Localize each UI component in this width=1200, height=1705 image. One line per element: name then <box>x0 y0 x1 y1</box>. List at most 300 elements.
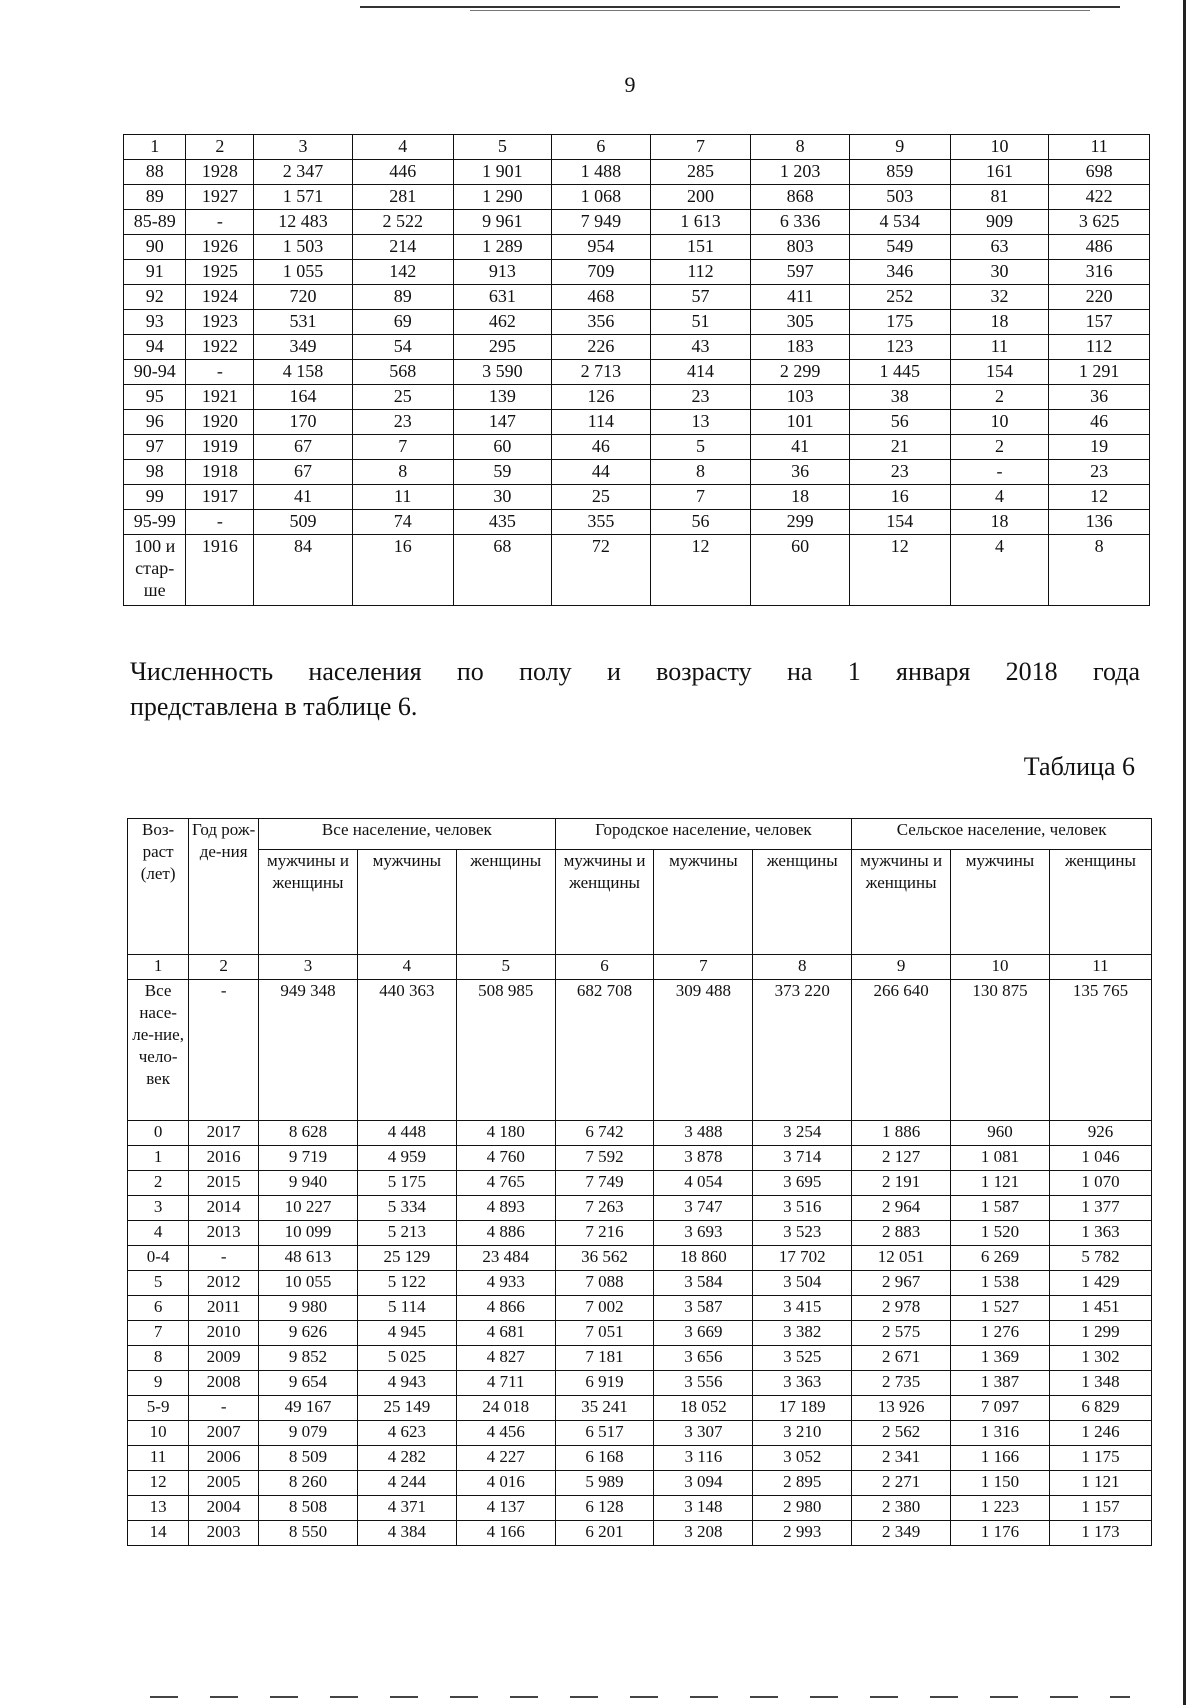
table-cell: 7 <box>128 1321 189 1346</box>
table-cell: 54 <box>352 335 453 360</box>
table-cell: 4 959 <box>357 1146 456 1171</box>
table-cell: 2 883 <box>852 1221 951 1246</box>
table-cell: 4 <box>357 955 456 980</box>
table-cell: 5 <box>650 435 751 460</box>
table-row <box>124 285 1150 310</box>
table-cell: 509 <box>254 510 353 535</box>
table-cell: 3 625 <box>1049 210 1150 235</box>
table-cell: 12 483 <box>254 210 353 235</box>
table-cell: 19 <box>1049 435 1150 460</box>
table-cell: 3 747 <box>654 1196 753 1221</box>
table-cell: 435 <box>453 510 552 535</box>
table-cell: 56 <box>849 410 950 435</box>
table-cell: 1 <box>128 1146 189 1171</box>
table-cell: 1 223 <box>951 1496 1050 1521</box>
table-cell: 2015 <box>189 1171 259 1196</box>
table-cell: 95-99 <box>124 510 186 535</box>
table-cell: 3 525 <box>753 1346 852 1371</box>
table-cell: 1 488 <box>552 160 651 185</box>
table-cell: 72 <box>552 535 651 606</box>
table-cell: 4 371 <box>357 1496 456 1521</box>
table-cell: 9 940 <box>259 1171 358 1196</box>
table-cell: 226 <box>552 335 651 360</box>
table-cell: 94 <box>124 335 186 360</box>
table-cell: 8 <box>352 460 453 485</box>
table-cell: 12 <box>650 535 751 606</box>
table-cell: 295 <box>453 335 552 360</box>
table-cell: 3 148 <box>654 1496 753 1521</box>
table-cell: 3 415 <box>753 1296 852 1321</box>
table-cell: 5 334 <box>357 1196 456 1221</box>
header-all-men: мужчины <box>357 850 456 955</box>
table-cell: 23 <box>1049 460 1150 485</box>
table-cell: 101 <box>751 410 850 435</box>
table-cell: 2013 <box>189 1221 259 1246</box>
table-cell: 1 527 <box>951 1296 1050 1321</box>
header-urban-women: женщины <box>753 850 852 955</box>
scan-edge-right <box>1183 0 1186 1705</box>
table-cell: 549 <box>849 235 950 260</box>
table-row <box>124 435 1150 460</box>
table-cell: 4 137 <box>456 1496 555 1521</box>
table-row <box>124 235 1150 260</box>
table-cell: 1916 <box>186 535 254 606</box>
table-cell: 183 <box>751 335 850 360</box>
table-cell: 2 <box>189 955 259 980</box>
table-cell: 2 299 <box>751 360 850 385</box>
table-cell: 43 <box>650 335 751 360</box>
table-cell: 1 046 <box>1049 1146 1151 1171</box>
table-cell: 2 522 <box>352 210 453 235</box>
table-cell: 913 <box>453 260 552 285</box>
table-cell: 299 <box>751 510 850 535</box>
table-cell: 69 <box>352 310 453 335</box>
table-cell: 7 088 <box>555 1271 654 1296</box>
table-row <box>128 1121 1152 1146</box>
table-cell: 1 445 <box>849 360 950 385</box>
table-cell: 2 380 <box>852 1496 951 1521</box>
table-cell: 41 <box>254 485 353 510</box>
table-cell: 97 <box>124 435 186 460</box>
table-cell: 4 <box>950 485 1049 510</box>
table-cell: 4 681 <box>456 1321 555 1346</box>
table-cell: 6 <box>128 1296 189 1321</box>
table-cell: 422 <box>1049 185 1150 210</box>
table-cell: 2 347 <box>254 160 353 185</box>
table-cell: 2016 <box>189 1146 259 1171</box>
table-row <box>124 160 1150 185</box>
table-cell: 114 <box>552 410 651 435</box>
table-cell: 88 <box>124 160 186 185</box>
table-cell: 5 025 <box>357 1346 456 1371</box>
table-cell: 7 216 <box>555 1221 654 1246</box>
table-cell: 6 128 <box>555 1496 654 1521</box>
table-cell: 960 <box>951 1121 1050 1146</box>
table-cell: 3 693 <box>654 1221 753 1246</box>
table-cell: 90 <box>124 235 186 260</box>
table-cell: 597 <box>751 260 850 285</box>
table-cell: 1 176 <box>951 1521 1050 1546</box>
table-cell: 23 484 <box>456 1246 555 1271</box>
table-cell: 1 166 <box>951 1446 1050 1471</box>
table-cell: - <box>189 1396 259 1421</box>
table-cell: 16 <box>849 485 950 510</box>
table-cell: 81 <box>950 185 1049 210</box>
table-cell: 13 926 <box>852 1396 951 1421</box>
table-cell: 462 <box>453 310 552 335</box>
table-cell: 8 509 <box>259 1446 358 1471</box>
table-cell: 5 <box>456 955 555 980</box>
table-cell: 2 993 <box>753 1521 852 1546</box>
table-cell: 112 <box>650 260 751 285</box>
table-cell: 2 271 <box>852 1471 951 1496</box>
table-row <box>128 1346 1152 1371</box>
table-cell: 200 <box>650 185 751 210</box>
table-cell: 0-4 <box>128 1246 189 1271</box>
table-cell: 123 <box>849 335 950 360</box>
table-cell: 2 191 <box>852 1171 951 1196</box>
table-row <box>128 1471 1152 1496</box>
table-cell: 92 <box>124 285 186 310</box>
table-cell: 6 <box>552 135 651 160</box>
table-cell: 1 070 <box>1049 1171 1151 1196</box>
table-cell: 7 592 <box>555 1146 654 1171</box>
table-cell: 25 <box>552 485 651 510</box>
table-cell: 468 <box>552 285 651 310</box>
table-row <box>124 535 1150 606</box>
table-cell: 926 <box>1049 1121 1151 1146</box>
table-cell: 2 978 <box>852 1296 951 1321</box>
table-cell: 4 <box>950 535 1049 606</box>
table-cell: 4 244 <box>357 1471 456 1496</box>
table-cell: 9 <box>852 955 951 980</box>
table-cell: 1 157 <box>1049 1496 1151 1521</box>
table-cell: 2 964 <box>852 1196 951 1221</box>
table-cell: 446 <box>352 160 453 185</box>
table-cell: 631 <box>453 285 552 310</box>
table-cell: 95 <box>124 385 186 410</box>
table-5-continuation <box>123 134 1150 606</box>
table-row <box>128 1196 1152 1221</box>
table-row <box>124 335 1150 360</box>
table-cell: 3 052 <box>753 1446 852 1471</box>
table-cell: 7 097 <box>951 1396 1050 1421</box>
header-rural-population: Сельское население, человек <box>852 819 1152 850</box>
table-cell: 38 <box>849 385 950 410</box>
table-row <box>128 1146 1152 1171</box>
table-cell: 147 <box>453 410 552 435</box>
table-cell: 89 <box>352 285 453 310</box>
table-cell: 23 <box>352 410 453 435</box>
table-cell: - <box>950 460 1049 485</box>
table-row <box>128 1521 1152 1546</box>
table-cell: 10 099 <box>259 1221 358 1246</box>
table-cell: 531 <box>254 310 353 335</box>
table-cell: 1 246 <box>1049 1421 1151 1446</box>
table-cell: 1 348 <box>1049 1371 1151 1396</box>
table-cell: 355 <box>552 510 651 535</box>
table-cell: 5 122 <box>357 1271 456 1296</box>
table-cell: 10 055 <box>259 1271 358 1296</box>
table-cell: 142 <box>352 260 453 285</box>
table-row <box>128 1421 1152 1446</box>
table-cell: 9 980 <box>259 1296 358 1321</box>
table-cell: 5 213 <box>357 1221 456 1246</box>
table-cell: 6 829 <box>1049 1396 1151 1421</box>
table-row <box>128 1446 1152 1471</box>
table-cell: 17 702 <box>753 1246 852 1271</box>
table-cell: 130 875 <box>951 980 1050 1121</box>
table-cell: 220 <box>1049 285 1150 310</box>
table-cell: 4 866 <box>456 1296 555 1321</box>
table-cell: 1 429 <box>1049 1271 1151 1296</box>
table-cell: 3 590 <box>453 360 552 385</box>
table-cell: 9 <box>849 135 950 160</box>
table-cell: 5 989 <box>555 1471 654 1496</box>
table-cell: 3 523 <box>753 1221 852 1246</box>
table-cell: 7 <box>650 485 751 510</box>
header-urban-men: мужчины <box>654 850 753 955</box>
table-cell: 12 <box>1049 485 1150 510</box>
table-cell: 96 <box>124 410 186 435</box>
table-cell: 4 282 <box>357 1446 456 1471</box>
table-cell: 30 <box>950 260 1049 285</box>
table-cell: 59 <box>453 460 552 485</box>
table-cell: 2 349 <box>852 1521 951 1546</box>
table-cell: 89 <box>124 185 186 210</box>
table-row <box>128 1321 1152 1346</box>
table-cell: 2014 <box>189 1196 259 1221</box>
table-cell: 93 <box>124 310 186 335</box>
table-cell: 2011 <box>189 1296 259 1321</box>
table-cell: 3 488 <box>654 1121 753 1146</box>
table-cell: 954 <box>552 235 651 260</box>
table-row <box>128 1171 1152 1196</box>
table-cell: 11 <box>1049 955 1151 980</box>
table-cell: 8 <box>753 955 852 980</box>
table-cell: 9 654 <box>259 1371 358 1396</box>
table-cell: 103 <box>751 385 850 410</box>
table-cell: 7 002 <box>555 1296 654 1321</box>
table-cell: 84 <box>254 535 353 606</box>
page-number: 9 <box>624 72 636 97</box>
table-cell: 305 <box>751 310 850 335</box>
table-cell: 25 149 <box>357 1396 456 1421</box>
table-cell: 3 094 <box>654 1471 753 1496</box>
table-cell: 1 520 <box>951 1221 1050 1246</box>
table-cell: 2 980 <box>753 1496 852 1521</box>
table-cell: 57 <box>650 285 751 310</box>
table-cell: 25 <box>352 385 453 410</box>
table-cell: 23 <box>849 460 950 485</box>
table-cell: 4 <box>128 1221 189 1246</box>
table-cell: 18 <box>751 485 850 510</box>
table-cell: 3 695 <box>753 1171 852 1196</box>
table-cell: 720 <box>254 285 353 310</box>
table-cell: 11 <box>352 485 453 510</box>
table-cell: 10 <box>951 955 1050 980</box>
table-cell: 568 <box>352 360 453 385</box>
table-cell: 14 <box>128 1521 189 1546</box>
table-cell: 164 <box>254 385 353 410</box>
table-cell: 6 168 <box>555 1446 654 1471</box>
table-cell: 8 508 <box>259 1496 358 1521</box>
table-cell: 170 <box>254 410 353 435</box>
table-row <box>124 460 1150 485</box>
paragraph-line-1: Численность населения по полу и возрасту на 1 января 2018 года <box>130 657 1140 686</box>
table-cell: 36 562 <box>555 1246 654 1271</box>
table-cell: 1925 <box>186 260 254 285</box>
table-cell: 285 <box>650 160 751 185</box>
table-cell: 2 562 <box>852 1421 951 1446</box>
table-cell: 30 <box>453 485 552 510</box>
table-row <box>124 510 1150 535</box>
table-cell: 1 369 <box>951 1346 1050 1371</box>
table-cell: 10 <box>950 135 1049 160</box>
table-cell: 4 711 <box>456 1371 555 1396</box>
table-6 <box>127 818 1152 1546</box>
table-cell: 1 299 <box>1049 1321 1151 1346</box>
table-cell: 281 <box>352 185 453 210</box>
table-cell: 68 <box>453 535 552 606</box>
table-cell: 8 260 <box>259 1471 358 1496</box>
table-cell: 6 517 <box>555 1421 654 1446</box>
table-cell: 1 081 <box>951 1146 1050 1171</box>
table-cell: 17 189 <box>753 1396 852 1421</box>
header-birth-year: Год рож-де-ния <box>189 819 259 955</box>
table-row <box>124 360 1150 385</box>
table-cell: 6 742 <box>555 1121 654 1146</box>
table-cell: 3 714 <box>753 1146 852 1171</box>
table-cell: 12 <box>849 535 950 606</box>
table-row <box>128 1296 1152 1321</box>
table-cell: 440 363 <box>357 980 456 1121</box>
table-cell: 4 760 <box>456 1146 555 1171</box>
table-cell: 1 613 <box>650 210 751 235</box>
table-cell: 2017 <box>189 1121 259 1146</box>
header-rural-women: женщины <box>1049 850 1151 955</box>
table-cell: 309 488 <box>654 980 753 1121</box>
table-cell: 356 <box>552 310 651 335</box>
table-cell: 11 <box>950 335 1049 360</box>
table-cell: 859 <box>849 160 950 185</box>
table-cell: 135 765 <box>1049 980 1151 1121</box>
table-cell: 5 <box>128 1271 189 1296</box>
table-row <box>128 1271 1152 1296</box>
table-cell: 21 <box>849 435 950 460</box>
table-cell: 4 166 <box>456 1521 555 1546</box>
table-row <box>124 485 1150 510</box>
table-cell: 5 175 <box>357 1171 456 1196</box>
table-cell: - <box>189 980 259 1121</box>
table-cell: 3 516 <box>753 1196 852 1221</box>
table-cell: 214 <box>352 235 453 260</box>
header-urban-population: Городское население, человек <box>555 819 852 850</box>
table-cell: 2005 <box>189 1471 259 1496</box>
table-cell: 100 и стар-ше <box>124 535 186 606</box>
table-cell: 1 377 <box>1049 1196 1151 1221</box>
table-cell: 56 <box>650 510 751 535</box>
table-cell: 2 575 <box>852 1321 951 1346</box>
table-cell: 1 203 <box>751 160 850 185</box>
table-row <box>128 1396 1152 1421</box>
table-cell: 46 <box>552 435 651 460</box>
scan-edge-top <box>360 6 1120 8</box>
table-cell: 4 016 <box>456 1471 555 1496</box>
table-6-header-row-1 <box>128 819 1152 850</box>
table-cell: 2007 <box>189 1421 259 1446</box>
table-cell: 803 <box>751 235 850 260</box>
table-cell: 3 363 <box>753 1371 852 1396</box>
table-cell: 18 860 <box>654 1246 753 1271</box>
table-cell: 175 <box>849 310 950 335</box>
table-cell: 74 <box>352 510 453 535</box>
table-cell: 112 <box>1049 335 1150 360</box>
header-all-women: женщины <box>456 850 555 955</box>
table-cell: 698 <box>1049 160 1150 185</box>
table-cell: 1920 <box>186 410 254 435</box>
table-cell: 7 181 <box>555 1346 654 1371</box>
table-cell: 2 <box>128 1171 189 1196</box>
table-cell: 4 945 <box>357 1321 456 1346</box>
header-all-population: Все население, человек <box>259 819 556 850</box>
table-cell: 2 <box>950 385 1049 410</box>
table-cell: 44 <box>552 460 651 485</box>
table-row <box>128 1371 1152 1396</box>
table-cell: 1 451 <box>1049 1296 1151 1321</box>
table-cell: 1 <box>128 955 189 980</box>
table-cell: 4 158 <box>254 360 353 385</box>
table-cell: 8 <box>650 460 751 485</box>
table-cell: 252 <box>849 285 950 310</box>
table-row <box>128 1496 1152 1521</box>
table-cell: 12 051 <box>852 1246 951 1271</box>
table-cell: 349 <box>254 335 353 360</box>
table-cell: 3 382 <box>753 1321 852 1346</box>
table-cell: 136 <box>1049 510 1150 535</box>
table-cell: 1923 <box>186 310 254 335</box>
table-cell: 36 <box>751 460 850 485</box>
table-cell: 9 719 <box>259 1146 358 1171</box>
table-cell: 2 341 <box>852 1446 951 1471</box>
table-cell: 9 961 <box>453 210 552 235</box>
table-cell: 36 <box>1049 385 1150 410</box>
table-cell: 67 <box>254 435 353 460</box>
table-cell: Все насе-ле-ние, чело-век <box>128 980 189 1121</box>
table-cell: 3 307 <box>654 1421 753 1446</box>
table-cell: 46 <box>1049 410 1150 435</box>
table-cell: 508 985 <box>456 980 555 1121</box>
table-cell: 1926 <box>186 235 254 260</box>
table-cell: 4 765 <box>456 1171 555 1196</box>
table-cell: 1 121 <box>951 1171 1050 1196</box>
table-cell: 2 713 <box>552 360 651 385</box>
table-cell: 949 348 <box>259 980 358 1121</box>
table-cell: 4 893 <box>456 1196 555 1221</box>
table-cell: 1 302 <box>1049 1346 1151 1371</box>
table-cell: 154 <box>950 360 1049 385</box>
table-cell: 1 291 <box>1049 360 1150 385</box>
table-cell: 4 623 <box>357 1421 456 1446</box>
table-cell: 2008 <box>189 1371 259 1396</box>
table-cell: 91 <box>124 260 186 285</box>
table-cell: 0 <box>128 1121 189 1146</box>
table-cell: 6 336 <box>751 210 850 235</box>
table-cell: 2 127 <box>852 1146 951 1171</box>
table-6-caption: Таблица 6 <box>1023 752 1135 781</box>
table-cell: 7 263 <box>555 1196 654 1221</box>
table-cell: 868 <box>751 185 850 210</box>
